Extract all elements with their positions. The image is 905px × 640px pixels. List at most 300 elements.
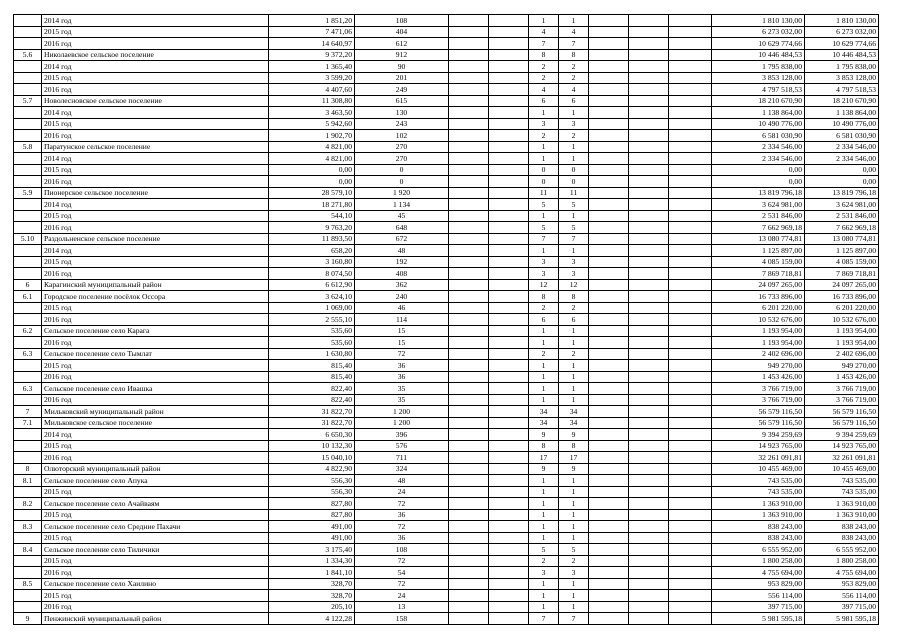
area-cell: 815,40 (269, 360, 355, 372)
empty-cell (589, 555, 629, 567)
quantity-cell: 1 (529, 325, 559, 337)
row-number-cell (14, 118, 42, 130)
area-cell: 28 579,10 (269, 187, 355, 199)
empty-cell (489, 279, 529, 291)
quantity-cell: 1 (559, 325, 589, 337)
quantity-cell: 6 (559, 314, 589, 326)
area-cell: 31 822,70 (269, 417, 355, 429)
empty-cell (589, 578, 629, 590)
empty-cell (629, 463, 669, 475)
empty-cell (489, 233, 529, 245)
table-row (14, 417, 879, 429)
empty-cell (589, 383, 629, 395)
count-cell: 24 (355, 590, 449, 602)
cost-cell: 1 363 910,00 (712, 498, 805, 510)
row-number-cell: 7 (14, 406, 42, 418)
empty-cell (669, 268, 712, 280)
empty-cell (449, 475, 489, 487)
cost-cell: 3 624 981,00 (712, 199, 805, 211)
total-cost-cell: 13 080 774,81 (805, 233, 879, 245)
empty-cell (629, 532, 669, 544)
empty-cell (589, 95, 629, 107)
quantity-cell: 12 (559, 279, 589, 291)
quantity-cell: 1 (559, 360, 589, 372)
empty-cell (629, 107, 669, 119)
empty-cell (589, 509, 629, 521)
empty-cell (669, 613, 712, 625)
empty-cell (489, 107, 529, 119)
count-cell: 711 (355, 452, 449, 464)
row-number-cell (14, 360, 42, 372)
name-cell: 2014 год (42, 61, 269, 73)
quantity-cell: 6 (559, 95, 589, 107)
empty-cell (489, 360, 529, 372)
empty-cell (449, 38, 489, 50)
area-cell: 8 074,50 (269, 268, 355, 280)
row-number-cell (14, 245, 42, 257)
quantity-cell: 1 (529, 210, 559, 222)
empty-cell (489, 509, 529, 521)
total-cost-cell: 2 334 546,00 (805, 153, 879, 165)
table-row (14, 452, 879, 464)
empty-cell (669, 15, 712, 27)
empty-cell (669, 509, 712, 521)
empty-cell (629, 26, 669, 38)
name-cell: 2014 год (42, 429, 269, 441)
row-number-cell (14, 590, 42, 602)
quantity-cell: 1 (529, 394, 559, 406)
empty-cell (449, 578, 489, 590)
area-cell: 7 471,06 (269, 26, 355, 38)
table-row (14, 61, 879, 73)
cost-cell: 6 555 952,00 (712, 544, 805, 556)
table-row (14, 544, 879, 556)
count-cell: 108 (355, 15, 449, 27)
empty-cell (589, 521, 629, 533)
total-cost-cell: 1 193 954,00 (805, 337, 879, 349)
empty-cell (489, 544, 529, 556)
empty-cell (629, 279, 669, 291)
empty-cell (629, 302, 669, 314)
total-cost-cell: 953 829,00 (805, 578, 879, 590)
quantity-cell: 2 (529, 130, 559, 142)
area-cell: 535,60 (269, 337, 355, 349)
empty-cell (589, 337, 629, 349)
empty-cell (489, 498, 529, 510)
row-number-cell: 6.2 (14, 325, 42, 337)
empty-cell (589, 371, 629, 383)
empty-cell (489, 613, 529, 625)
empty-cell (629, 314, 669, 326)
empty-cell (669, 141, 712, 153)
cost-cell: 2 402 696,00 (712, 348, 805, 360)
empty-cell (449, 360, 489, 372)
name-cell: 2015 год (42, 440, 269, 452)
table-row (14, 95, 879, 107)
row-number-cell: 6 (14, 279, 42, 291)
cost-cell: 9 394 259,69 (712, 429, 805, 441)
cost-cell: 13 080 774,81 (712, 233, 805, 245)
total-cost-cell: 16 733 896,00 (805, 291, 879, 303)
total-cost-cell: 13 819 796,18 (805, 187, 879, 199)
empty-cell (629, 130, 669, 142)
empty-cell (669, 578, 712, 590)
table-row (14, 72, 879, 84)
quantity-cell: 5 (529, 199, 559, 211)
empty-cell (629, 590, 669, 602)
table-row (14, 222, 879, 234)
table-row (14, 567, 879, 579)
count-cell: 35 (355, 383, 449, 395)
quantity-cell: 5 (529, 544, 559, 556)
empty-cell (669, 118, 712, 130)
empty-cell (449, 544, 489, 556)
empty-cell (589, 199, 629, 211)
quantity-cell: 1 (529, 371, 559, 383)
empty-cell (669, 107, 712, 119)
quantity-cell: 1 (559, 337, 589, 349)
empty-cell (629, 544, 669, 556)
name-cell: 2014 год (42, 15, 269, 27)
count-cell: 612 (355, 38, 449, 50)
empty-cell (629, 337, 669, 349)
empty-cell (629, 38, 669, 50)
total-cost-cell: 1 795 838,00 (805, 61, 879, 73)
quantity-cell: 2 (559, 555, 589, 567)
quantity-cell: 2 (529, 72, 559, 84)
row-number-cell (14, 38, 42, 50)
cost-cell: 10 446 484,53 (712, 49, 805, 61)
empty-cell (489, 463, 529, 475)
quantity-cell: 1 (559, 475, 589, 487)
total-cost-cell: 1 193 954,00 (805, 325, 879, 337)
cost-cell: 10 532 676,00 (712, 314, 805, 326)
area-cell: 491,00 (269, 532, 355, 544)
empty-cell (669, 590, 712, 602)
count-cell: 158 (355, 613, 449, 625)
quantity-cell: 2 (529, 61, 559, 73)
empty-cell (629, 245, 669, 257)
table-row (14, 406, 879, 418)
table-row (14, 49, 879, 61)
empty-cell (669, 314, 712, 326)
empty-cell (589, 348, 629, 360)
quantity-cell: 6 (529, 314, 559, 326)
empty-cell (449, 463, 489, 475)
quantity-cell: 3 (559, 256, 589, 268)
empty-cell (589, 107, 629, 119)
empty-cell (589, 164, 629, 176)
area-cell: 3 463,50 (269, 107, 355, 119)
row-number-cell (14, 268, 42, 280)
area-cell: 658,20 (269, 245, 355, 257)
total-cost-cell: 4 755 694,00 (805, 567, 879, 579)
total-cost-cell: 1 800 258,00 (805, 555, 879, 567)
empty-cell (489, 532, 529, 544)
quantity-cell: 1 (559, 521, 589, 533)
cost-cell: 6 273 032,00 (712, 26, 805, 38)
area-cell: 544,10 (269, 210, 355, 222)
cost-cell: 1 810 130,00 (712, 15, 805, 27)
row-number-cell (14, 371, 42, 383)
empty-cell (669, 498, 712, 510)
quantity-cell: 1 (559, 601, 589, 613)
quantity-cell: 1 (529, 498, 559, 510)
empty-cell (669, 440, 712, 452)
empty-cell (669, 222, 712, 234)
cost-cell: 18 210 670,90 (712, 95, 805, 107)
quantity-cell: 1 (559, 590, 589, 602)
count-cell: 48 (355, 475, 449, 487)
empty-cell (449, 141, 489, 153)
total-cost-cell: 556 114,00 (805, 590, 879, 602)
quantity-cell: 2 (559, 302, 589, 314)
cost-cell: 2 334 546,00 (712, 153, 805, 165)
row-number-cell: 5.10 (14, 233, 42, 245)
name-cell: 2016 год (42, 38, 269, 50)
empty-cell (449, 245, 489, 257)
empty-cell (489, 210, 529, 222)
area-cell: 0,00 (269, 164, 355, 176)
empty-cell (629, 429, 669, 441)
empty-cell (489, 440, 529, 452)
cost-cell: 4 085 159,00 (712, 256, 805, 268)
table-row (14, 291, 879, 303)
empty-cell (489, 222, 529, 234)
total-cost-cell: 1 125 897,00 (805, 245, 879, 257)
empty-cell (489, 26, 529, 38)
count-cell: 396 (355, 429, 449, 441)
area-cell: 11 308,80 (269, 95, 355, 107)
count-cell: 15 (355, 337, 449, 349)
empty-cell (629, 268, 669, 280)
quantity-cell: 34 (559, 417, 589, 429)
table-row (14, 463, 879, 475)
name-cell: 2016 год (42, 601, 269, 613)
empty-cell (669, 325, 712, 337)
empty-cell (449, 187, 489, 199)
table-row (14, 475, 879, 487)
empty-cell (489, 130, 529, 142)
cost-cell: 556 114,00 (712, 590, 805, 602)
row-number-cell: 6.3 (14, 348, 42, 360)
count-cell: 54 (355, 567, 449, 579)
quantity-cell: 5 (559, 222, 589, 234)
cost-cell: 1 193 954,00 (712, 337, 805, 349)
cost-cell: 1 795 838,00 (712, 61, 805, 73)
quantity-cell: 1 (529, 532, 559, 544)
empty-cell (589, 210, 629, 222)
empty-cell (449, 279, 489, 291)
count-cell: 240 (355, 291, 449, 303)
name-cell: 2016 год (42, 337, 269, 349)
total-cost-cell: 9 394 259,69 (805, 429, 879, 441)
area-cell: 5 942,60 (269, 118, 355, 130)
name-cell: 2016 год (42, 268, 269, 280)
area-cell: 822,40 (269, 394, 355, 406)
empty-cell (589, 475, 629, 487)
total-cost-cell: 14 923 765,00 (805, 440, 879, 452)
area-cell: 9 763,20 (269, 222, 355, 234)
table-row (14, 498, 879, 510)
empty-cell (449, 337, 489, 349)
count-cell: 90 (355, 61, 449, 73)
quantity-cell: 3 (529, 567, 559, 579)
empty-cell (489, 406, 529, 418)
area-cell: 1 841,10 (269, 567, 355, 579)
empty-cell (449, 383, 489, 395)
quantity-cell: 9 (559, 429, 589, 441)
quantity-cell: 5 (559, 199, 589, 211)
empty-cell (449, 95, 489, 107)
name-cell: 2015 год (42, 210, 269, 222)
count-cell: 362 (355, 279, 449, 291)
empty-cell (489, 486, 529, 498)
empty-cell (489, 371, 529, 383)
name-cell: 2015 год (42, 532, 269, 544)
quantity-cell: 3 (559, 567, 589, 579)
area-cell: 3 160,80 (269, 256, 355, 268)
count-cell: 72 (355, 555, 449, 567)
cost-cell: 2 334 546,00 (712, 141, 805, 153)
total-cost-cell: 397 715,00 (805, 601, 879, 613)
row-number-cell: 8.4 (14, 544, 42, 556)
empty-cell (669, 61, 712, 73)
empty-cell (489, 84, 529, 96)
empty-cell (449, 509, 489, 521)
row-number-cell (14, 567, 42, 579)
empty-cell (669, 38, 712, 50)
empty-cell (629, 210, 669, 222)
cost-cell: 743 535,00 (712, 486, 805, 498)
count-cell: 192 (355, 256, 449, 268)
empty-cell (449, 107, 489, 119)
name-cell: 2015 год (42, 72, 269, 84)
row-number-cell: 5.7 (14, 95, 42, 107)
empty-cell (589, 463, 629, 475)
empty-cell (669, 406, 712, 418)
table-row (14, 325, 879, 337)
empty-cell (629, 84, 669, 96)
empty-cell (449, 521, 489, 533)
quantity-cell: 7 (529, 38, 559, 50)
cost-cell: 0,00 (712, 164, 805, 176)
total-cost-cell: 1 810 130,00 (805, 15, 879, 27)
empty-cell (489, 176, 529, 188)
area-cell: 4 821,00 (269, 153, 355, 165)
empty-cell (589, 279, 629, 291)
total-cost-cell: 6 555 952,00 (805, 544, 879, 556)
row-number-cell (14, 222, 42, 234)
table-row (14, 130, 879, 142)
empty-cell (589, 532, 629, 544)
empty-cell (629, 440, 669, 452)
empty-cell (669, 26, 712, 38)
name-cell: Городское поселение посёлок Оссора (42, 291, 269, 303)
table-row (14, 141, 879, 153)
quantity-cell: 3 (559, 268, 589, 280)
empty-cell (669, 521, 712, 533)
cost-cell: 953 829,00 (712, 578, 805, 590)
empty-cell (449, 118, 489, 130)
table-row (14, 187, 879, 199)
cost-cell: 24 097 265,00 (712, 279, 805, 291)
empty-cell (449, 268, 489, 280)
total-cost-cell: 4 797 518,53 (805, 84, 879, 96)
quantity-cell: 3 (529, 256, 559, 268)
name-cell: 2015 год (42, 590, 269, 602)
empty-cell (589, 153, 629, 165)
quantity-cell: 1 (559, 486, 589, 498)
total-cost-cell: 3 853 128,00 (805, 72, 879, 84)
empty-cell (449, 130, 489, 142)
table-row (14, 279, 879, 291)
name-cell: Сельское поселение село Ачайваям (42, 498, 269, 510)
empty-cell (669, 601, 712, 613)
row-number-cell (14, 84, 42, 96)
total-cost-cell: 56 579 116,50 (805, 406, 879, 418)
empty-cell (669, 429, 712, 441)
cost-cell: 3 766 719,00 (712, 383, 805, 395)
name-cell: Сельское поселение село Апука (42, 475, 269, 487)
empty-cell (589, 26, 629, 38)
quantity-cell: 1 (529, 107, 559, 119)
row-number-cell: 5.9 (14, 187, 42, 199)
empty-cell (629, 176, 669, 188)
empty-cell (629, 406, 669, 418)
table-body (14, 15, 879, 625)
count-cell: 24 (355, 486, 449, 498)
empty-cell (489, 153, 529, 165)
count-cell: 648 (355, 222, 449, 234)
empty-cell (489, 601, 529, 613)
empty-cell (589, 360, 629, 372)
count-cell: 1 200 (355, 417, 449, 429)
empty-cell (489, 49, 529, 61)
quantity-cell: 1 (529, 245, 559, 257)
cost-cell: 4 755 694,00 (712, 567, 805, 579)
empty-cell (489, 245, 529, 257)
total-cost-cell: 743 535,00 (805, 486, 879, 498)
empty-cell (449, 84, 489, 96)
name-cell: 2015 год (42, 26, 269, 38)
cost-cell: 397 715,00 (712, 601, 805, 613)
count-cell: 72 (355, 498, 449, 510)
row-number-cell (14, 302, 42, 314)
quantity-cell: 12 (529, 279, 559, 291)
area-cell: 827,80 (269, 509, 355, 521)
quantity-cell: 1 (529, 475, 559, 487)
total-cost-cell: 743 535,00 (805, 475, 879, 487)
data-table (13, 14, 879, 625)
area-cell: 1 334,30 (269, 555, 355, 567)
total-cost-cell: 3 624 981,00 (805, 199, 879, 211)
empty-cell (589, 49, 629, 61)
empty-cell (449, 199, 489, 211)
empty-cell (489, 187, 529, 199)
area-cell: 1 630,80 (269, 348, 355, 360)
empty-cell (449, 590, 489, 602)
empty-cell (449, 49, 489, 61)
row-number-cell: 5.8 (14, 141, 42, 153)
quantity-cell: 5 (559, 544, 589, 556)
table-row (14, 440, 879, 452)
count-cell: 243 (355, 118, 449, 130)
name-cell: Новолесновское сельское поселение (42, 95, 269, 107)
empty-cell (589, 72, 629, 84)
empty-cell (589, 440, 629, 452)
empty-cell (629, 371, 669, 383)
